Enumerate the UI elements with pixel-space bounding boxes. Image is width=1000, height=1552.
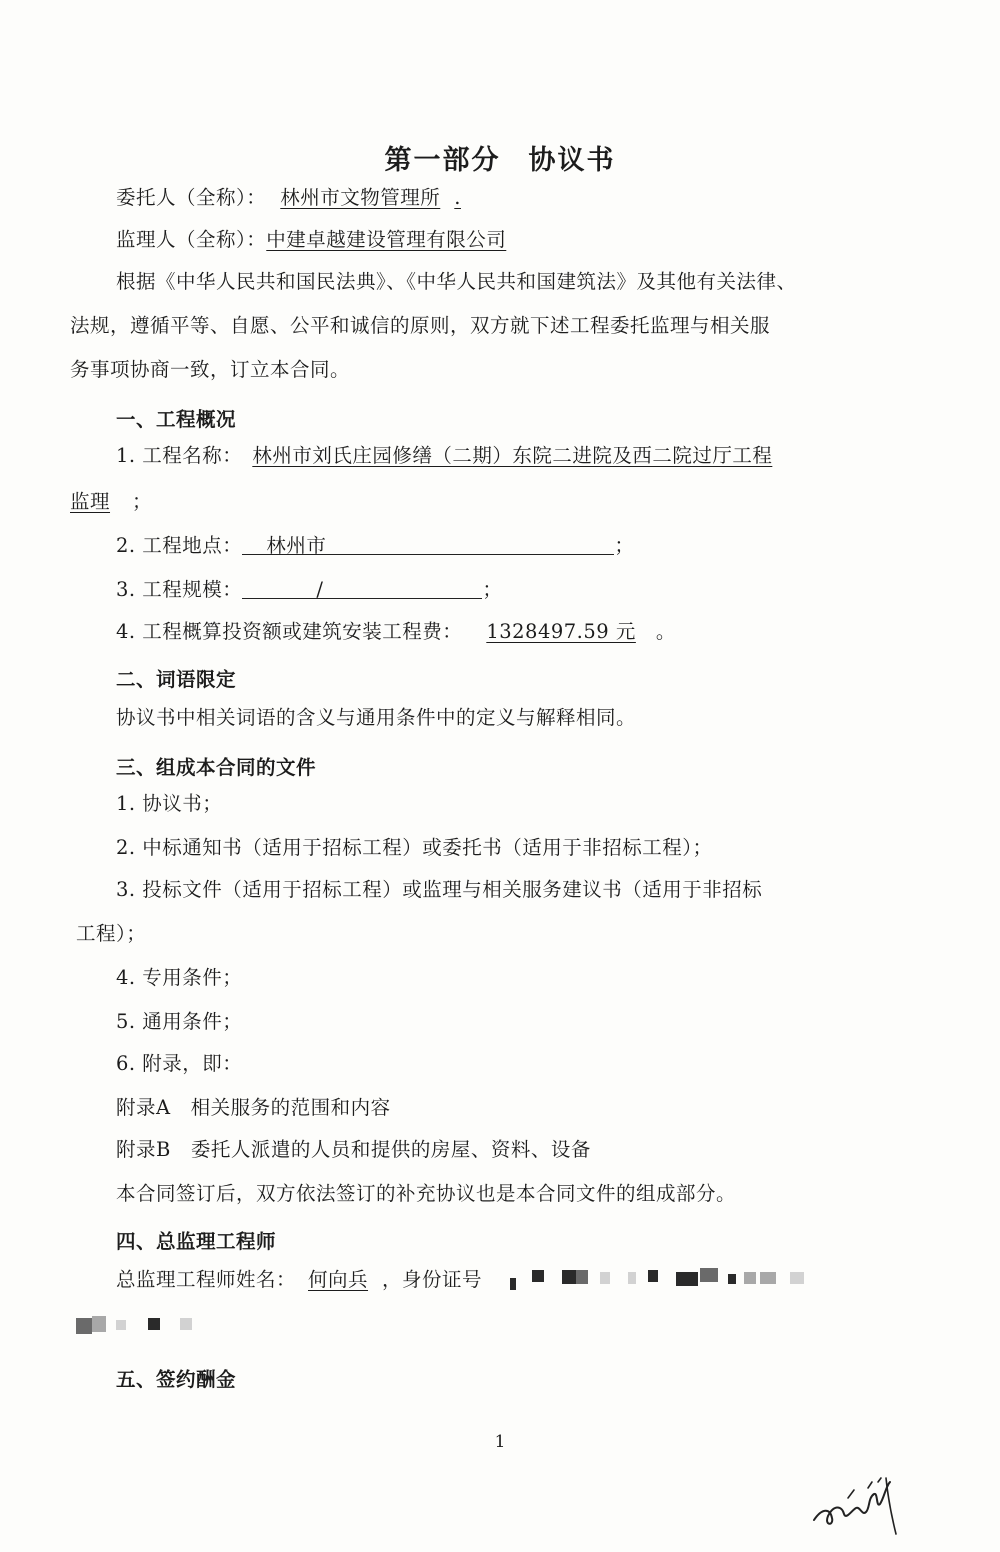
project-scale-line: 3. 工程规模： / ； (116, 578, 503, 601)
redaction-block (628, 1272, 636, 1284)
redaction-block (76, 1318, 92, 1334)
section-2-heading: 二、词语限定 (116, 668, 237, 691)
supervisor-line (116, 226, 510, 254)
project-name-value-cont: 监理 (70, 490, 111, 513)
doc-item-3-cont: 工程）； (76, 922, 147, 945)
redaction-block (648, 1270, 658, 1282)
section-5-heading: 五、签约酬金 (116, 1368, 237, 1391)
section-3-heading: 三、组成本合同的文件 (116, 756, 317, 779)
intro-line-3: 务事项协商一致，订立本合同。 (70, 358, 351, 381)
project-scale-value: / (242, 576, 482, 599)
project-budget-value: 1328497.59 元 (486, 620, 636, 643)
redaction-block (760, 1272, 776, 1284)
redaction-block (600, 1272, 610, 1284)
redaction-block (700, 1268, 718, 1282)
redaction-block (180, 1318, 192, 1330)
redaction-block (790, 1272, 804, 1284)
redaction-block (576, 1270, 588, 1284)
chief-engineer-line: 总监理工程师姓名： 何向兵 ，身份证号 (116, 1268, 483, 1291)
client-label: 委托人（全称）： (116, 186, 267, 209)
intro-line-1: 根据《中华人民共和国民法典》、《中华人民共和国建筑法》及其他有关法律、 (116, 270, 797, 293)
appendix-b: 附录B 委托人派遣的人员和提供的房屋、资料、设备 (116, 1138, 591, 1161)
redaction-block (532, 1270, 544, 1282)
title-part: 第一部分 (384, 145, 501, 176)
client-line (116, 184, 471, 212)
project-budget-line: 4. 工程概算投资额或建筑安装工程费： 1328497.59 元 。 (116, 620, 676, 643)
doc-item-6: 6. 附录，即： (116, 1052, 243, 1075)
project-location-value: 林州市 (242, 532, 614, 555)
appendix-a: 附录A 相关服务的范围和内容 (116, 1096, 391, 1119)
title-name: 协议书 (528, 145, 616, 176)
redaction-block (116, 1320, 126, 1330)
section-1-heading: 一、工程概况 (116, 408, 237, 431)
project-location-line: 2. 工程地点： 林州市 ； (116, 534, 635, 557)
handwritten-signature (808, 1468, 908, 1538)
project-name-line: 1. 工程名称： 林州市刘氏庄园修缮（二期）东院二进院及西二院过厅工程 (116, 444, 773, 467)
supplement-note: 本合同签订后，双方依法签订的补充协议也是本合同文件的组成部分。 (116, 1182, 737, 1205)
doc-item-4: 4. 专用条件； (116, 966, 243, 989)
doc-item-3: 3. 投标文件（适用于招标工程）或监理与相关服务建议书（适用于非招标 (116, 878, 763, 901)
redaction-block (676, 1272, 698, 1286)
redaction-block (562, 1270, 576, 1284)
intro-line-2: 法规，遵循平等、自愿、公平和诚信的原则，双方就下述工程委托监理与相关服 (70, 314, 771, 337)
supervisor-value: 中建卓越建设管理有限公司 (266, 228, 507, 251)
page-number: 1 (494, 1432, 506, 1452)
doc-item-5: 5. 通用条件； (116, 1010, 243, 1033)
chief-engineer-name: 何向兵 (308, 1268, 369, 1291)
redaction-block (744, 1272, 756, 1284)
project-name-line-2: 监理 ； (70, 490, 153, 513)
redaction-block (510, 1278, 516, 1290)
supervisor-label: 监理人（全称）： (116, 228, 267, 251)
id-number-label: ，身份证号 (382, 1268, 483, 1291)
redaction-block (92, 1316, 106, 1332)
project-name-value: 林州市刘氏庄园修缮（二期）东院二进院及西二院过厅工程 (252, 444, 773, 467)
doc-item-1: 1. 协议书； (116, 792, 223, 815)
redaction-block (148, 1318, 160, 1330)
client-value: 林州市文物管理所 . (280, 186, 461, 209)
doc-item-2: 2. 中标通知书（适用于招标工程）或委托书（适用于非招标工程）； (116, 836, 713, 859)
redaction-block (728, 1274, 736, 1284)
section-4-heading: 四、总监理工程师 (116, 1230, 277, 1253)
page-title (0, 138, 1000, 177)
section-2-text: 协议书中相关词语的含义与通用条件中的定义与解释相同。 (116, 706, 637, 729)
